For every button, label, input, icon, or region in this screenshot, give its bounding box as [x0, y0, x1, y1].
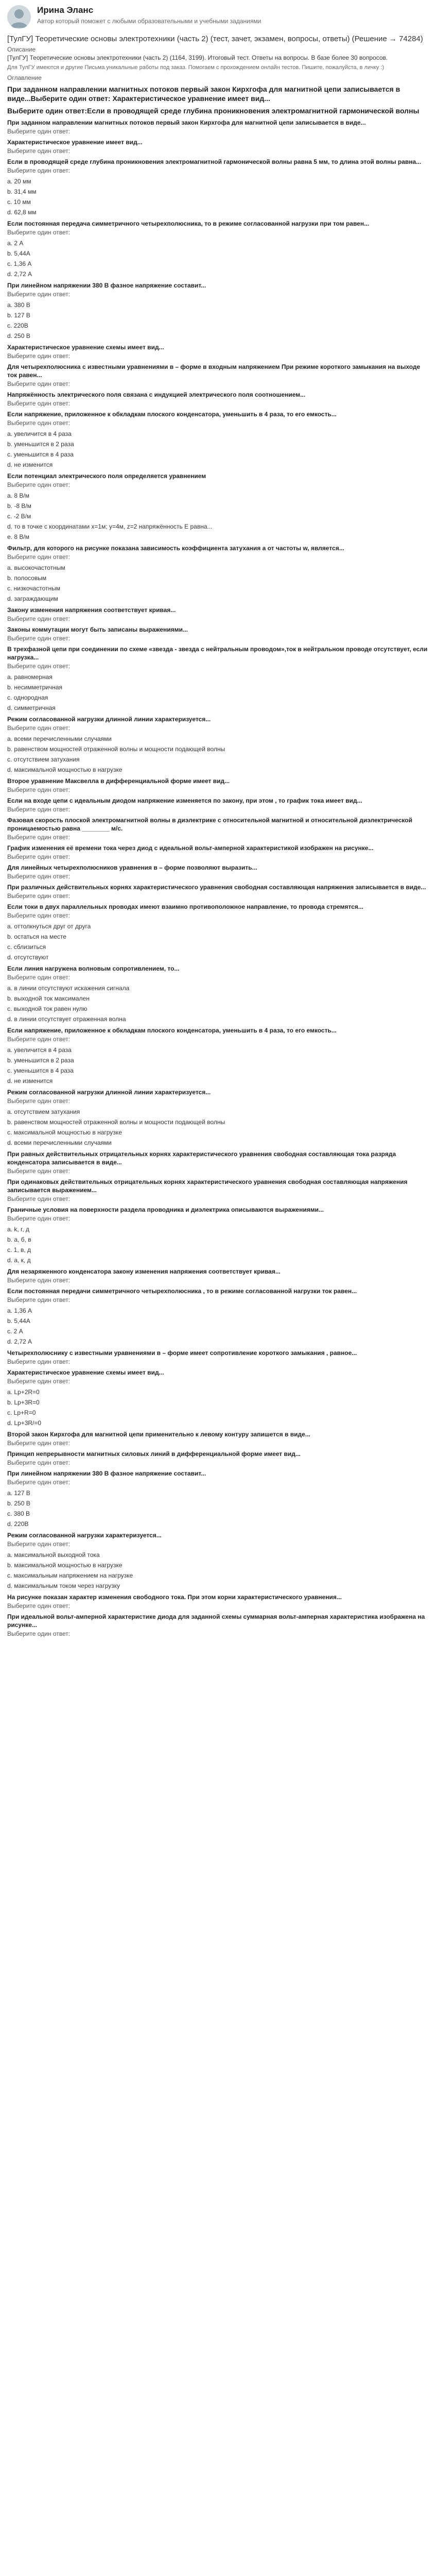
author-avatar[interactable]	[7, 5, 31, 29]
question-block	[7, 1026, 429, 1085]
answer-option: a. максимальной выходной тока	[7, 1551, 100, 1558]
notice-text: Для ТулГУ имеются и другие Письма уникальные работы под заказ. Помогаем с прохождением онлайн тестов. Пишите, пожалуйста, в личку :)	[7, 64, 385, 71]
question-text: При одинаковых действительных отрицательных корнях характеристического уравнения свободная составляющая напряжения записывается выражением...	[7, 1178, 408, 1194]
intro-question: При заданном направлении магнитных потоков первый закон Кирхгофа для магнитной цепи записывается в виде...Выберите один ответ: Характеристическое уравнение имеет вид...	[7, 85, 400, 103]
question-text: Закону изменения напряжения соответствует кривая...	[7, 606, 176, 614]
answer-option: a. равномерная	[7, 673, 53, 681]
answer-option: a. 127 В	[7, 1489, 30, 1497]
answer-option: c. Lp+R=0	[7, 1409, 36, 1416]
question-text: Для четырехполюсника с известными уравнениями в – форме в входным напряжением При режиме короткого замыкания на выходе ток равен...	[7, 363, 421, 379]
question-block	[7, 410, 429, 469]
question-block	[7, 391, 429, 407]
author-block	[7, 4, 429, 29]
answer-option: b. уменьшится в 2 раза	[7, 1057, 74, 1064]
answer-option: b. -8 В/м	[7, 502, 31, 510]
answer-option: a. 2 А	[7, 240, 24, 247]
question-hint: Выберите один ответ:	[7, 1195, 71, 1202]
answer-option: d. максимальной мощностью в нагрузке	[7, 766, 123, 773]
answer-option: a. 380 В	[7, 301, 30, 309]
question-hint: Выберите один ответ:	[7, 1540, 71, 1548]
question-hint: Выберите один ответ:	[7, 481, 71, 488]
answer-option: d. 220В	[7, 1520, 29, 1528]
question-hint: Выберите один ответ:	[7, 147, 71, 155]
question-block	[7, 1150, 429, 1175]
question-block	[7, 883, 429, 900]
answer-option: b. 31,4 мм	[7, 188, 37, 195]
answer-option: b. равенством мощностей отраженной волны и мощности подающей волны	[7, 745, 225, 753]
answer-option: d. 2,72 А	[7, 270, 32, 278]
question-hint: Выберите один ответ:	[7, 806, 71, 813]
question-text: Характеристическое уравнение имеет вид...	[7, 139, 143, 146]
question-text: Режим согласованной нагрузки характеризуется...	[7, 1532, 162, 1539]
question-block	[7, 158, 429, 216]
answer-option: c. 2 А	[7, 1328, 23, 1335]
question-block	[7, 363, 429, 387]
answer-option: c. отсутствием затухания	[7, 756, 80, 763]
question-text: Для незаряженного конденсатора закону изменения напряжения соответствует кривая...	[7, 1268, 281, 1275]
question-hint: Выберите один ответ:	[7, 380, 71, 387]
question-block	[7, 844, 429, 860]
question-hint: Выберите один ответ:	[7, 1097, 71, 1105]
question-hint: Выберите один ответ:	[7, 834, 71, 841]
question-text: Если постоянная передача симметричного четырехполюсника, то в режиме согласованной нагрузки при том равен...	[7, 220, 370, 227]
question-text: Режим согласованной нагрузки длинной линии характеризуется...	[7, 1089, 211, 1096]
question-hint: Выберите один ответ:	[7, 663, 71, 670]
answer-option: b. 127 В	[7, 312, 30, 319]
answer-option: b. уменьшится в 2 раза	[7, 440, 74, 448]
answer-option: a. всеми перечисленными случаями	[7, 735, 112, 742]
answer-option: b. 5,44А	[7, 1317, 30, 1325]
answer-option: c. 1,36 А	[7, 260, 32, 267]
question-hint: Выберите один ответ:	[7, 553, 71, 561]
question-hint: Выберите один ответ:	[7, 786, 71, 793]
question-hint: Выберите один ответ:	[7, 1439, 71, 1447]
question-block	[7, 1430, 429, 1447]
question-hint: Выберите один ответ:	[7, 291, 71, 298]
question-hint: Выберите один ответ:	[7, 1277, 71, 1284]
question-block	[7, 1088, 429, 1147]
question-text: Характеристическое уравнение схемы имеет вид...	[7, 344, 164, 351]
answer-option: d. то в точке с координатами x=1м; y=4м, z=2 напряжённость E равна...	[7, 523, 213, 530]
question-block	[7, 1469, 429, 1528]
user-icon	[7, 5, 31, 29]
answer-option: e. 8 В/м	[7, 533, 29, 540]
answer-option: d. заграждающим	[7, 595, 58, 602]
question-text: Если на входе цепи с идеальным диодом напряжение изменяется по закону, при этом , то график тока имеет вид...	[7, 797, 362, 804]
question-block	[7, 1349, 429, 1365]
question-hint: Выберите один ответ:	[7, 724, 71, 732]
answer-option: b. равенством мощностей отраженной волны и мощности подающей волны	[7, 1118, 225, 1126]
question-text: Четырехполюснику с известными уравнениями в – форме имеет сопротивление короткого замыкания , равное...	[7, 1349, 357, 1357]
question-list	[7, 118, 429, 1637]
question-text: Граничные условия на поверхности раздела проводника и диэлектрика описываются выражениями...	[7, 1206, 324, 1213]
question-hint: Выберите один ответ:	[7, 974, 71, 981]
answer-option: d. симметричная	[7, 704, 56, 711]
answer-option: d. 2,72 А	[7, 1338, 32, 1345]
intro-question: Выберите один ответ:Если в проводящей среде глубина проникновения электромагнитной гармонической волны	[7, 107, 420, 115]
answer-option: b. максимальной мощностью в нагрузке	[7, 1562, 123, 1569]
question-text: Напряжённость электрического поля связана с индукцией электрического поля соотношением...	[7, 391, 306, 398]
question-hint: Выберите один ответ:	[7, 1378, 71, 1385]
question-block	[7, 281, 429, 340]
answer-option: b. Lp+3R=0	[7, 1399, 40, 1406]
answer-option: b. выходной ток максимален	[7, 995, 90, 1002]
question-text: Если напряжение, приложенное к обкладкам плоского конденсатора, уменьшить в 4 раза, то его емкость...	[7, 1027, 337, 1034]
question-text: Режим согласованной нагрузки длинной линии характеризуется...	[7, 716, 211, 723]
answer-option: c. уменьшится в 4 раза	[7, 451, 74, 458]
answer-option: c. 10 мм	[7, 198, 31, 206]
question-text: При различных действительных корнях характеристического уравнения свободная составляющая напряжения записывается в виде...	[7, 884, 426, 891]
author-name[interactable]: Ирина Эланс	[37, 5, 94, 15]
question-hint: Выберите один ответ:	[7, 1167, 71, 1175]
question-block	[7, 796, 429, 813]
answer-option: c. 380 В	[7, 1510, 30, 1517]
answer-option: b. а, б, в	[7, 1236, 31, 1243]
question-hint: Выберите один ответ:	[7, 1215, 71, 1222]
question-hint: Выберите один ответ:	[7, 1602, 71, 1609]
question-hint: Выберите один ответ:	[7, 1459, 71, 1466]
answer-option: b. несимметричная	[7, 684, 63, 691]
question-hint: Выберите один ответ:	[7, 1358, 71, 1365]
question-block	[7, 645, 429, 712]
question-block	[7, 964, 429, 1023]
question-text: В трехфазной цепи при соединении по схеме «звезда - звезда с нейтральным проводом»,ток в нейтральном проводе отсутствует, если нагрузка...	[7, 646, 428, 661]
answer-option: d. максимальным током через нагрузку	[7, 1582, 120, 1589]
answer-option: a. 8 В/м	[7, 492, 29, 499]
question-block	[7, 1531, 429, 1590]
question-block	[7, 1613, 429, 1637]
answer-option: a. увеличится в 4 раза	[7, 430, 72, 437]
question-block	[7, 1593, 429, 1609]
question-hint: Выберите один ответ:	[7, 128, 71, 135]
answer-option: d. Lp+3R/=0	[7, 1419, 42, 1427]
question-text: При линейном напряжении 380 В фазное напряжение составит...	[7, 282, 206, 289]
answer-option: a. в линии отсутствуют искажения сигнала	[7, 985, 130, 992]
answer-option: d. а, к, д	[7, 1257, 31, 1264]
question-text: При заданном направлении магнитных потоков первый закон Кирхгофа для магнитной цепи записывается в виде...	[7, 119, 366, 126]
question-hint: Выберите один ответ:	[7, 1630, 71, 1637]
question-text: Второй закон Кирхгофа для магнитной цепи применительно к левому контуру запишется в виде...	[7, 1431, 310, 1438]
question-text: На рисунке показан характер изменения свободного тока. При этом корни характеристического уравнения...	[7, 1594, 342, 1601]
answer-option: d. 250 В	[7, 332, 30, 340]
question-block	[7, 1206, 429, 1264]
question-hint: Выберите один ответ:	[7, 352, 71, 360]
question-text: При идеальной вольт-амперной характеристике диода для заданной схемы суммарная вольт-амперная характеристика изображена на рисунке...	[7, 1613, 425, 1629]
question-text: Если потенциал электрического поля определяется уравнением	[7, 472, 206, 480]
answer-option: d. в линии отсутствует отраженная волна	[7, 1015, 126, 1023]
question-hint: Выберите один ответ:	[7, 1036, 71, 1043]
question-text: Законы коммутации могут быть записаны выражениями...	[7, 626, 188, 633]
author-description: Автор который поможет с любыми образовательными и учебными заданиями	[37, 18, 261, 25]
question-block	[7, 1178, 429, 1202]
question-block	[7, 863, 429, 880]
question-block	[7, 1368, 429, 1427]
question-text: Если в проводящей среде глубина проникновения электромагнитной гармонической волны равна 5 мм, то длина этой волны равна...	[7, 158, 422, 165]
answer-option: d. не изменится	[7, 461, 53, 468]
answer-option: c. уменьшится в 4 раза	[7, 1067, 74, 1074]
answer-option: a. оттолкнуться друг от друга	[7, 923, 91, 930]
answer-option: b. 5,44А	[7, 250, 30, 257]
answer-option: a. 20 мм	[7, 178, 31, 185]
question-hint: Выберите один ответ:	[7, 1296, 71, 1303]
question-hint: Выберите один ответ:	[7, 635, 71, 642]
question-hint: Выберите один ответ:	[7, 892, 71, 900]
answer-option: d. всеми перечисленными случаями	[7, 1139, 112, 1146]
question-block	[7, 118, 429, 135]
answer-option: b. остаться на месте	[7, 933, 66, 940]
question-block	[7, 715, 429, 774]
question-text: Если напряжение, приложенное к обкладкам плоского конденсатора, уменьшить в 4 раза, то его емкость...	[7, 411, 337, 418]
answer-option: c. низкочастотным	[7, 585, 60, 592]
question-text: Для линейных четырехполюсников уравнения в – форме позволяют выразить...	[7, 864, 257, 871]
answer-option: c. -2 В/м	[7, 513, 31, 520]
question-text: Принцип непрерывности магнитных силовых линий в дифференциальной форме имеет вид...	[7, 1450, 301, 1458]
author-text	[37, 4, 429, 25]
toc-label: Оглавление	[7, 74, 42, 81]
question-hint: Выберите один ответ:	[7, 400, 71, 407]
question-block	[7, 606, 429, 622]
answer-option: b. 250 В	[7, 1500, 30, 1507]
question-hint: Выберите один ответ:	[7, 615, 71, 622]
question-text: Если токи в двух параллельных проводах имеют взаимно противоположное направление, то провода стремятся...	[7, 903, 363, 910]
description-label: Описание	[7, 46, 36, 53]
description-text: [ТулГУ] Теоретические основы электротехники (часть 2) (1164, 3199). Итоговый тест. Ответы на вопросы. В базе более 30 вопросов.	[7, 54, 388, 61]
question-block	[7, 544, 429, 603]
answer-option: d. отсутствуют	[7, 954, 49, 961]
question-text: При линейном напряжении 380 В фазное напряжение составит...	[7, 1470, 206, 1477]
question-text: Если постоянная передачи симметричного четырехполюсника , то в режиме согласованной нагрузки ток равен...	[7, 1287, 357, 1295]
question-block	[7, 1267, 429, 1284]
question-text: При равных действительных отрицательных корнях характеристического уравнения свободная составляющая тока разряда конденсатора записывается в виде...	[7, 1150, 396, 1166]
answer-option: c. выходной ток равен нулю	[7, 1005, 88, 1012]
answer-option: d. 62,8 мм	[7, 209, 37, 216]
answer-option: c. сблизиться	[7, 943, 46, 951]
answer-option: a. высокочастотным	[7, 564, 65, 571]
question-block	[7, 625, 429, 642]
question-text: График изменения её времени тока через диод с идеальной вольт-амперной характеристикой изображен на рисунке...	[7, 844, 374, 852]
page-title: [ТулГУ] Теоретические основы электротехники (часть 2) (тест, зачет, экзамен, вопросы, ответы) (Решение → 74284)	[7, 35, 423, 43]
answer-option: b. полосовым	[7, 574, 47, 582]
answer-option: c. 1, в, д	[7, 1246, 31, 1253]
question-hint: Выберите один ответ:	[7, 1479, 71, 1486]
question-text: Если линия нагружена волновым сопротивлением, то...	[7, 965, 180, 972]
question-block	[7, 1450, 429, 1466]
answer-option: c. однородная	[7, 694, 48, 701]
answer-option: a. Lp+2R=0	[7, 1388, 40, 1396]
question-block	[7, 219, 429, 278]
question-hint: Выберите один ответ:	[7, 229, 71, 236]
question-block	[7, 138, 429, 155]
question-hint: Выберите один ответ:	[7, 873, 71, 880]
answer-option: a. 1,36 А	[7, 1307, 32, 1314]
answer-option: c. максимальным напряжением на нагрузке	[7, 1572, 133, 1579]
answer-option: a. k, r, д	[7, 1226, 30, 1233]
answer-option: c. максимальной мощностью в нагрузке	[7, 1129, 122, 1136]
question-hint: Выберите один ответ:	[7, 853, 71, 860]
answer-option: d. не изменится	[7, 1077, 53, 1084]
question-hint: Выберите один ответ:	[7, 419, 71, 427]
question-text: Фазовая скорость плоской электромагнитной волны в диэлектрике с относительной магнитной и относительной диэлектрической проницаемостью равна ________ м/с.	[7, 817, 412, 832]
question-block	[7, 1287, 429, 1346]
question-block	[7, 777, 429, 793]
question-block	[7, 472, 429, 541]
question-hint: Выберите один ответ:	[7, 167, 71, 174]
question-block	[7, 816, 429, 841]
question-text: Второе уравнение Максвелла в дифференциальной форме имеет вид...	[7, 777, 230, 785]
question-text: Характеристическое уравнение схемы имеет вид...	[7, 1369, 164, 1376]
question-hint: Выберите один ответ:	[7, 912, 71, 919]
answer-option: c. 220В	[7, 322, 28, 329]
answer-option: a. отсутствием затухания	[7, 1108, 80, 1115]
question-text: Фильтр, для которого на рисунке показана зависимость коэффициента затухания а от частоты w, является...	[7, 545, 344, 552]
answer-option: a. увеличится в 4 раза	[7, 1046, 72, 1054]
question-block	[7, 903, 429, 961]
question-block	[7, 343, 429, 360]
